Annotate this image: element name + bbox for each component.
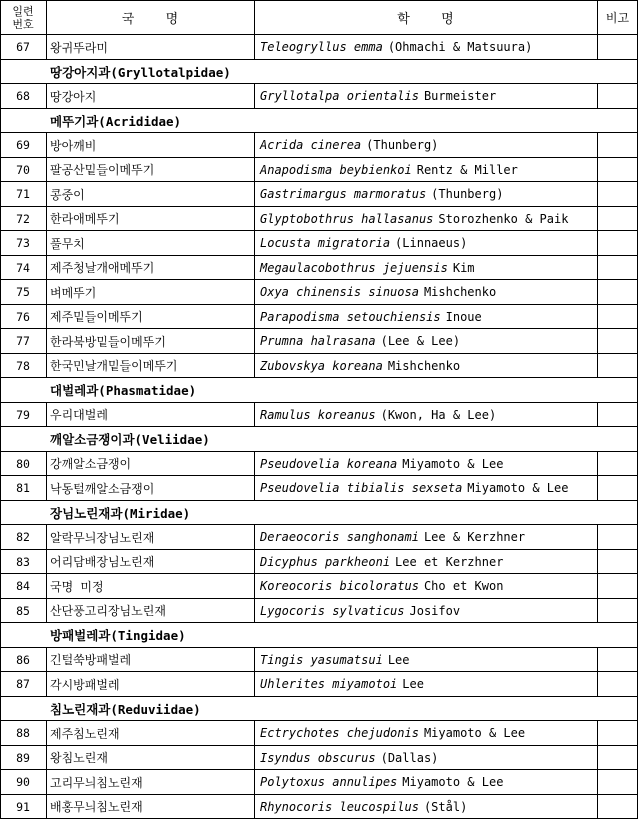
korean-name: 우리대벌레 [50,408,108,423]
remarks-cell [597,452,638,477]
species-binomial: Teleogryllus emma [260,40,383,55]
table-row [0,672,638,697]
table-row [0,182,638,207]
species-binomial: Uhlerites miyamotoi [260,677,398,692]
scientific-name [254,133,597,158]
remarks-cell [597,133,638,158]
scientific-name [254,207,597,232]
korean-name: 벼메뚜기 [50,285,97,300]
scientific-name [254,525,597,550]
family-heading [0,378,638,403]
species-binomial: Tingis yasumatsui [260,652,383,667]
serial-number: 77 [16,334,30,349]
family-heading [0,501,638,526]
family-heading [0,109,638,134]
scientific-name [254,231,597,256]
table-row [0,648,638,673]
serial-number: 88 [16,726,30,741]
species-binomial: Lygocoris sylvaticus [260,603,405,618]
serial-number: 80 [16,456,30,471]
remarks-cell [597,672,638,697]
table-row [0,476,638,501]
species-author: Lee [387,652,410,667]
remarks-cell [597,476,638,501]
scientific-name [254,329,597,354]
remarks-cell [597,84,638,109]
species-author: Lee et Kerzhner [395,554,504,569]
table-body [0,35,638,819]
family-name: 침노린재과(Reduviidae) [50,701,201,717]
table-row [0,599,638,624]
table-row [0,452,638,477]
korean-name: 알락무늬장님노린재 [50,530,155,545]
remarks-cell [597,256,638,281]
species-binomial: Polytoxus annulipes [260,775,398,790]
species-author: Mishchenko [423,285,497,300]
serial-number: 82 [16,530,30,545]
scientific-name [254,550,597,575]
remarks-cell [597,770,638,795]
remarks-cell [597,329,638,354]
remarks-cell [597,354,638,379]
table-row [0,574,638,599]
species-binomial: Gryllotalpa orientalis [260,89,419,104]
serial-number: 75 [16,285,30,300]
korean-name: 한라북방밑들이메뚜기 [50,334,166,349]
remarks-cell [597,746,638,771]
family-heading [0,623,638,648]
korean-name: 왕귀뚜라미 [50,40,108,55]
table-row [0,84,638,109]
scientific-name [254,452,597,477]
family-heading [0,427,638,452]
serial-number: 79 [16,407,30,422]
serial-number: 87 [16,677,30,692]
remarks-cell [597,305,638,330]
species-binomial: Deraeocoris sanghonami [260,530,419,545]
remarks-cell [597,403,638,428]
remarks-cell [597,207,638,232]
remarks-cell [597,550,638,575]
species-binomial: Ectrychotes chejudonis [260,726,419,741]
species-binomial: Parapodisma setouchiensis [260,309,441,324]
serial-number: 70 [16,162,30,177]
table-row [0,231,638,256]
scientific-name [254,182,597,207]
species-author: Kim [452,260,475,275]
table-row [0,158,638,183]
korean-name: 낙동털깨알소금쟁이 [50,481,155,496]
korean-name: 왕침노린재 [50,751,108,766]
korean-name: 콩중이 [50,187,85,202]
korean-name: 한국민날개밑들이메뚜기 [50,359,178,374]
table-row [0,746,638,771]
species-binomial: Megaulacobothrus jejuensis [260,260,448,275]
korean-name: 땅강아지 [50,89,97,104]
species-author: Rentz & Miller [416,162,518,177]
scientific-name [254,770,597,795]
table-row [0,256,638,281]
serial-number: 78 [16,358,30,373]
species-author: Miyamoto & Lee [402,775,504,790]
species-binomial: Pseudovelia tibialis sexseta [260,481,463,496]
korean-name: 제주밑들이메뚜기 [50,310,143,325]
korean-name: 어리담배장님노린재 [50,555,155,570]
serial-number: 84 [16,579,30,594]
korean-name: 배홍무늬침노린재 [50,800,143,815]
header-serial-number [0,0,46,35]
species-binomial: Gastrimargus marmoratus [260,187,427,202]
serial-number: 90 [16,775,30,790]
scientific-name [254,672,597,697]
header-scientific-name: 학 명 [397,12,454,27]
species-author: Josifov [409,603,461,618]
scientific-name [254,305,597,330]
family-name: 땅강아지과(Gryllotalpidae) [50,64,231,80]
table-row [0,550,638,575]
header-serial-line2: 번호 [12,17,34,31]
korean-name: 산단풍고리장님노린재 [50,604,166,619]
remarks-cell [597,231,638,256]
family-name: 메뚜기과(Acrididae) [50,113,182,129]
korean-name: 강깨알소금쟁이 [50,457,132,472]
species-binomial: Pseudovelia koreana [260,456,398,471]
remarks-cell [597,182,638,207]
species-binomial: Locusta migratoria [260,236,391,251]
header-serial-line1: 일련 [12,4,34,18]
table-row [0,403,638,428]
species-author: Miyamoto & Lee [467,481,569,496]
korean-name: 고리무늬침노린재 [50,775,143,790]
species-binomial: Acrida cinerea [260,138,362,153]
serial-number: 85 [16,603,30,618]
species-author: Inoue [445,309,482,324]
species-author: Mishchenko [387,358,461,373]
remarks-cell [597,525,638,550]
korean-name: 한라애메뚜기 [50,212,120,227]
species-author: (Linnaeus) [395,236,468,251]
species-author: (Thunberg) [366,138,439,153]
scientific-name [254,256,597,281]
korean-name: 긴털쑥방패벌레 [50,653,132,668]
remarks-cell [597,574,638,599]
scientific-name [254,574,597,599]
species-author: Miyamoto & Lee [423,726,526,741]
species-author: (Ohmachi & Matsuura) [387,40,533,55]
korean-name: 풀무치 [50,236,85,251]
table-row [0,525,638,550]
serial-number: 74 [16,260,30,275]
table-row [0,795,638,820]
family-name: 깨알소금쟁이과(Veliidae) [50,432,210,448]
serial-number: 72 [16,211,30,226]
scientific-name [254,158,597,183]
table-row [0,35,638,60]
serial-number: 91 [16,799,30,814]
serial-number: 69 [16,138,30,153]
serial-number: 73 [16,236,30,251]
species-author: (Lee & Lee) [380,334,461,349]
family-name: 방패벌레과(Tingidae) [50,628,186,644]
family-heading [0,697,638,722]
species-binomial: Zubovskya koreana [260,358,383,373]
table-row [0,133,638,158]
scientific-name [254,35,597,60]
scientific-name [254,795,597,820]
korean-name: 제주침노린재 [50,726,120,741]
remarks-cell [597,795,638,820]
species-binomial: Prumna halrasana [260,334,376,349]
serial-number: 76 [16,309,30,324]
remarks-cell [597,721,638,746]
species-author: Lee & Kerzhner [423,530,526,545]
header-korean-name: 국 명 [121,12,179,27]
species-binomial: Rhynocoris leucospilus [260,799,419,814]
table-row [0,354,638,379]
korean-name: 방아깨비 [50,138,97,153]
family-heading [0,60,638,85]
family-name: 장님노린재과(Miridae) [50,505,191,521]
remarks-cell [597,599,638,624]
species-author: (Thunberg) [431,187,504,202]
species-binomial: Dicyphus parkheoni [260,554,391,569]
species-author: Lee [402,677,424,692]
remarks-cell [597,35,638,60]
species-binomial: Oxya chinensis sinuosa [260,285,419,300]
header-remarks: 비고 [605,11,630,25]
table-header [0,0,638,35]
species-author: Burmeister [423,89,497,104]
scientific-name [254,746,597,771]
table-row [0,305,638,330]
scientific-name [254,476,597,501]
species-author: Storozhenko & Paik [438,211,569,226]
remarks-cell [597,648,638,673]
korean-name: 국명 미정 [50,579,104,594]
species-binomial: Koreocoris bicoloratus [260,579,419,594]
serial-number: 68 [16,89,30,104]
table-row [0,280,638,305]
species-author: (Stål) [423,799,468,814]
korean-name: 제주청날개애메뚜기 [50,261,155,276]
serial-number: 86 [16,652,30,667]
species-author: (Dallas) [380,750,439,765]
table-row [0,721,638,746]
scientific-name [254,721,597,746]
scientific-name [254,599,597,624]
table-row [0,207,638,232]
family-name: 대벌레과(Phasmatidae) [50,383,197,399]
scientific-name [254,280,597,305]
scientific-name [254,84,597,109]
species-author: (Kwon, Ha & Lee) [380,407,497,422]
korean-name: 각시방패벌레 [50,677,120,692]
korean-name: 팔공산밑들이메뚜기 [50,163,155,178]
scientific-name [254,354,597,379]
table-row [0,770,638,795]
remarks-cell [597,280,638,305]
scientific-name [254,648,597,673]
species-author: Miyamoto & Lee [402,456,504,471]
species-binomial: Ramulus koreanus [260,407,376,422]
species-binomial: Isyndus obscurus [260,750,376,765]
serial-number: 89 [16,750,30,765]
species-binomial: Glyptobothrus hallasanus [260,211,434,226]
table-row [0,329,638,354]
serial-number: 67 [16,40,30,55]
serial-number: 81 [16,481,30,496]
species-binomial: Anapodisma beybienkoi [260,162,412,177]
serial-number: 71 [16,187,30,202]
serial-number: 83 [16,554,30,569]
scientific-name [254,403,597,428]
species-author: Cho et Kwon [423,579,504,594]
remarks-cell [597,158,638,183]
